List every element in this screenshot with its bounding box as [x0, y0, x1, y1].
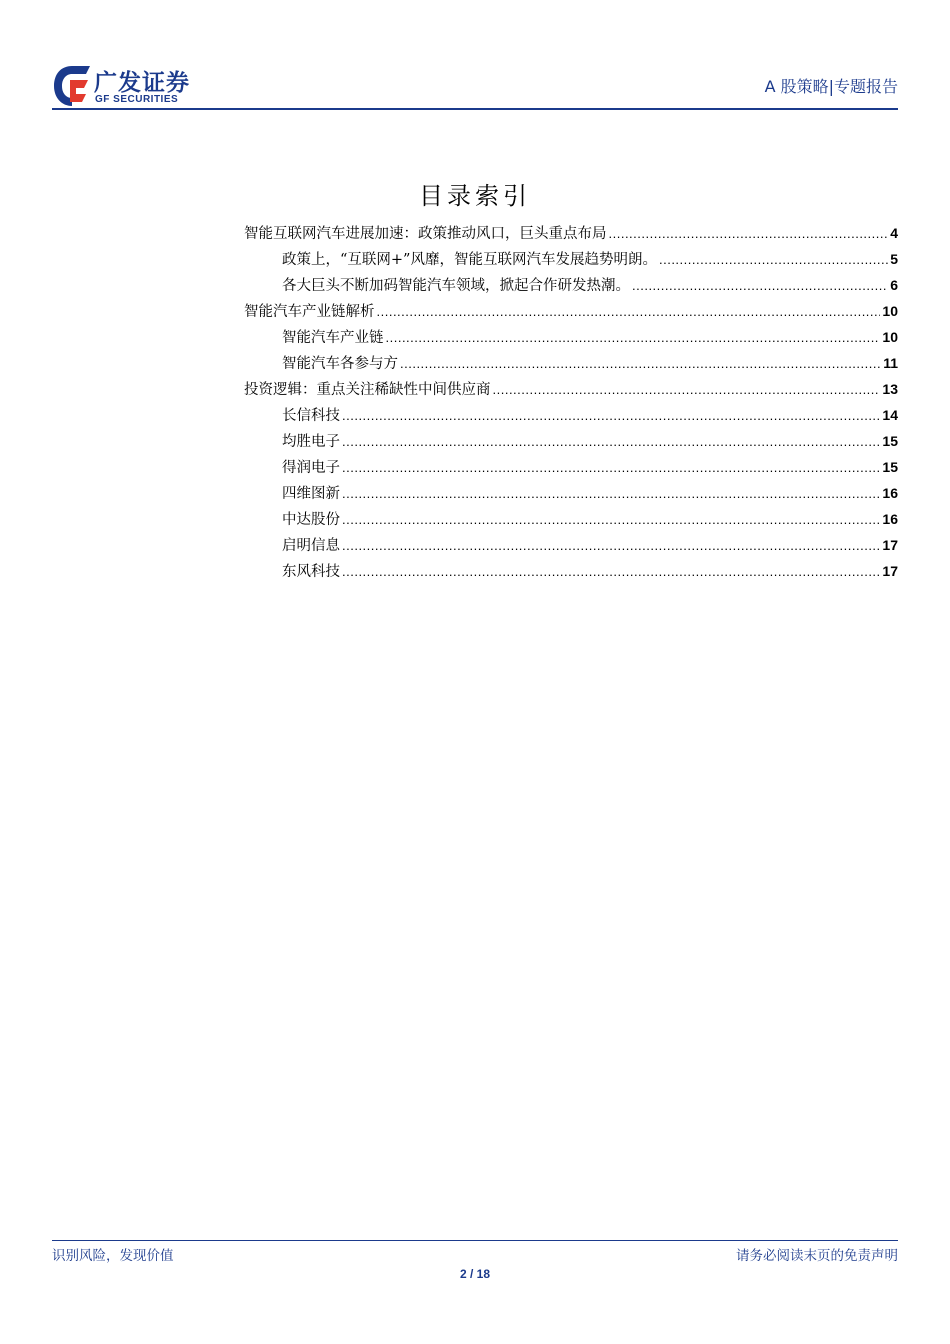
toc-entry[interactable]	[244, 508, 898, 534]
gf-securities-logo	[52, 64, 212, 108]
toc-entry[interactable]	[244, 378, 898, 404]
toc-entry-page: 11	[883, 355, 898, 371]
toc-entry-page: 14	[882, 407, 898, 423]
toc-entry[interactable]	[244, 560, 898, 586]
report-section-label: A 股策略|专题报告	[764, 77, 898, 96]
gf-logo-icon	[52, 64, 92, 108]
toc-entry-page: 17	[882, 563, 898, 579]
toc-entry-page: 5	[890, 251, 898, 267]
logo-chinese-name: 广发证券	[94, 70, 190, 96]
toc-entry-title: 智能汽车产业链	[282, 330, 384, 346]
toc-dot-leader	[342, 460, 880, 475]
toc-entry-page: 13	[882, 381, 898, 397]
toc-dot-leader	[609, 226, 889, 241]
toc-dot-leader	[386, 330, 881, 345]
toc-entry-title: 中达股份	[282, 512, 340, 528]
toc-entry-title: 投资逻辑：重点关注稀缺性中间供应商	[244, 382, 491, 398]
toc-dot-leader	[342, 434, 880, 449]
toc-dot-leader	[493, 382, 881, 397]
toc-entry[interactable]	[244, 430, 898, 456]
toc-dot-leader	[659, 252, 888, 267]
toc-entry-title: 长信科技	[282, 408, 340, 424]
logo-english-name: GF SECURITIES	[95, 94, 179, 105]
toc-entry-title: 各大巨头不断加码智能汽车领域，掀起合作研发热潮。	[282, 278, 630, 294]
toc-dot-leader	[342, 538, 880, 553]
toc-entry[interactable]	[244, 534, 898, 560]
table-of-contents	[244, 222, 898, 586]
toc-entry[interactable]	[244, 352, 898, 378]
toc-entry[interactable]	[244, 326, 898, 352]
toc-dot-leader	[342, 564, 880, 579]
header-divider	[52, 108, 898, 110]
toc-entry-title: 得润电子	[282, 460, 340, 476]
toc-entry-title: 均胜电子	[282, 434, 340, 450]
toc-entry-page: 16	[882, 485, 898, 501]
toc-entry-title: 东风科技	[282, 564, 340, 580]
footer-slogan: 识别风险，发现价值	[52, 1248, 174, 1264]
toc-entry-page: 17	[882, 537, 898, 553]
toc-entry-page: 10	[882, 303, 898, 319]
toc-dot-leader	[632, 278, 888, 293]
toc-entry-page: 10	[882, 329, 898, 345]
toc-entry-page: 6	[890, 277, 898, 293]
footer-disclaimer-note: 请务必阅读末页的免责声明	[736, 1248, 898, 1264]
footer-divider	[52, 1240, 898, 1241]
toc-entry-page: 4	[890, 225, 898, 241]
toc-entry-title: 智能汽车产业链解析	[244, 304, 375, 320]
toc-entry-title: 四维图新	[282, 486, 340, 502]
toc-dot-leader	[342, 486, 880, 501]
toc-dot-leader	[377, 304, 881, 319]
toc-entry-title: 启明信息	[282, 538, 340, 554]
toc-entry-title: 政策上，“互联网+”风靡，智能互联网汽车发展趋势明朗。	[282, 252, 657, 268]
toc-entry-page: 16	[882, 511, 898, 527]
toc-title: 目录索引	[419, 182, 531, 210]
toc-entry[interactable]	[244, 404, 898, 430]
toc-entry-page: 15	[882, 433, 898, 449]
toc-dot-leader	[400, 356, 881, 371]
toc-entry[interactable]	[244, 222, 898, 248]
toc-entry[interactable]	[244, 300, 898, 326]
toc-dot-leader	[342, 512, 880, 527]
toc-entry[interactable]	[244, 274, 898, 300]
toc-dot-leader	[342, 408, 880, 423]
toc-entry-page: 15	[882, 459, 898, 475]
toc-entry[interactable]	[244, 482, 898, 508]
toc-entry[interactable]	[244, 248, 898, 274]
toc-entry-title: 智能互联网汽车进展加速：政策推动风口，巨头重点布局	[244, 226, 607, 242]
page-number: 2 / 18	[459, 1267, 491, 1281]
toc-entry[interactable]	[244, 456, 898, 482]
page-header	[52, 60, 898, 110]
toc-entry-title: 智能汽车各参与方	[282, 356, 398, 372]
